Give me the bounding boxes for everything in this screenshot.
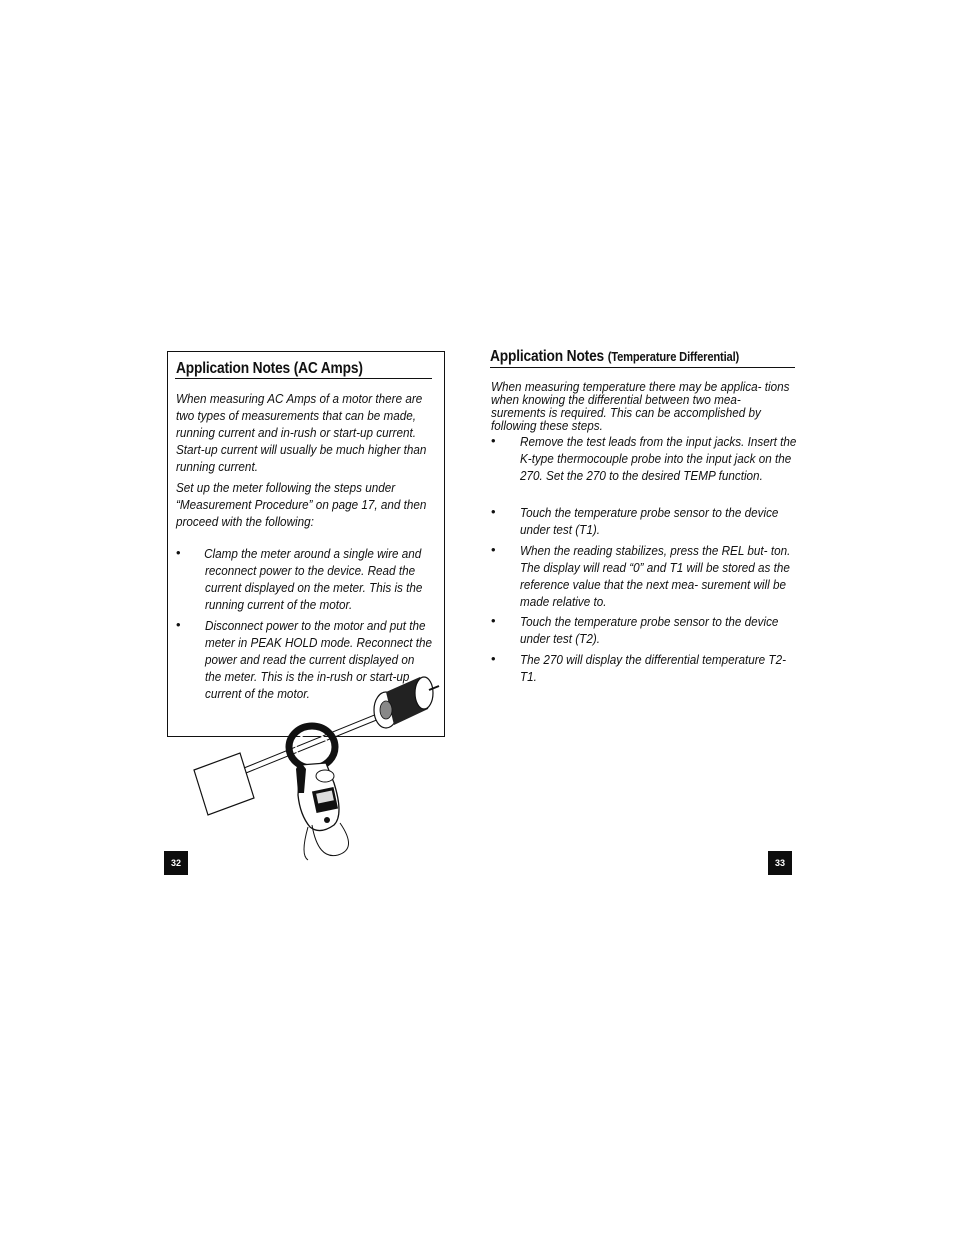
left-bullet-1-text: Clamp the meter around a single wire and reconnect power to the device. Read the current displayed on the meter. This is the running current of the motor. xyxy=(204,546,423,612)
page-number-left: 32 xyxy=(164,851,188,875)
right-heading-rule xyxy=(490,367,795,368)
left-bullet-2-text: Disconnect power to the motor and put the meter in PEAK HOLD mode. Reconnect the power and read the current displayed on the meter. This is the in-rush or start-up current of the motor. xyxy=(205,618,432,701)
right-intro-paragraph: When measuring temperature there may be applica- tions when knowing the differential between two mea- surements is required. This can be accomplished by following these steps. xyxy=(491,379,790,433)
page-number-right: 33 xyxy=(768,851,792,875)
right-bullet-3-symbol: • xyxy=(491,542,496,557)
right-bullet-5-symbol: • xyxy=(491,651,496,666)
electrical-box-icon xyxy=(194,753,254,815)
right-bullet-2-symbol: • xyxy=(491,504,496,519)
right-bullet-1-symbol: • xyxy=(491,433,496,448)
left-bullet-2-symbol: • xyxy=(176,617,181,632)
right-heading-sub: (Temperature Differential) xyxy=(607,349,740,364)
left-setup-paragraph: Set up the meter following the steps under “Measurement Procedure” on page 17, and then proceed with the following: xyxy=(176,480,427,529)
right-bullet-4-symbol: • xyxy=(491,613,496,628)
right-bullet-1-text: Remove the test leads from the input jacks. Insert the K-type thermocouple probe into the input jack on the 270. Set the 270 to the desired TEMP function. xyxy=(520,434,797,483)
right-heading-main: Application Notes xyxy=(490,348,605,365)
right-bullet-2-text: Touch the temperature probe sensor to the device under test (T1). xyxy=(520,505,779,537)
right-heading xyxy=(490,348,739,366)
motor-icon xyxy=(374,677,439,728)
left-intro-paragraph: When measuring AC Amps of a motor there are two types of measurements that can be made, running current and in-rush or start-up current. Start-up current will usually be much higher than running current. xyxy=(176,391,427,474)
left-bullet-1-symbol: • xyxy=(176,545,181,560)
right-bullet-5-text: The 270 will display the differential temperature T2-T1. xyxy=(520,652,786,684)
left-heading-rule xyxy=(175,378,432,379)
right-bullet-3-text: When the reading stabilizes, press the REL but- ton. The display will read “0” and T1 will be stored as the reference value that the next mea- surement will be made relative to. xyxy=(520,543,791,609)
left-heading: Application Notes (AC Amps) xyxy=(176,360,363,377)
right-bullet-4-text: Touch the temperature probe sensor to the device under test (T2). xyxy=(520,614,779,646)
clamp-meter-illustration xyxy=(188,665,448,865)
